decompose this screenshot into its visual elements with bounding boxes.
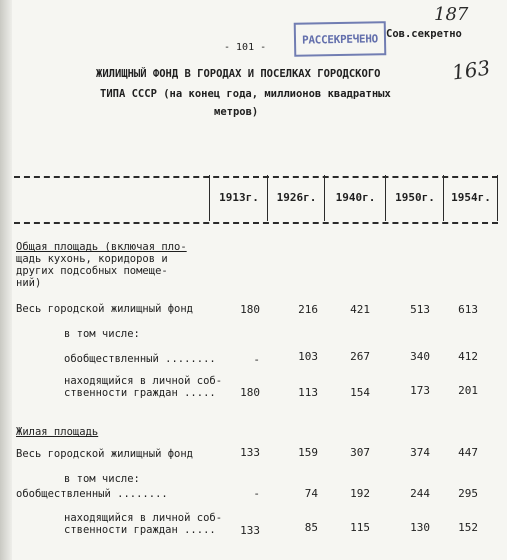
table-cell: 295 [458,487,478,500]
row-label: обобществленный ........ [16,488,168,500]
section-heading: Жилая площадь [16,426,99,438]
page-margin-shadow [0,0,12,560]
declassified-stamp: РАССЕКРЕЧЕНО [294,21,387,57]
table-cell: 216 [298,303,318,316]
row-label: Весь городской жилищный фонд [16,448,194,460]
section-heading-line: щадь кухонь, коридоров и [16,253,168,265]
table-header-bottom-rule [14,222,498,224]
classification-label: Сов.секретно [386,28,462,40]
table-cell: 133 [240,446,260,459]
title-line-3: метров) [214,106,259,118]
table-cell: 103 [298,350,318,363]
page-number: - 101 - [224,42,267,53]
title-line-1: ЖИЛИЩНЫЙ ФОНД В ГОРОДАХ И ПОСЕЛКАХ ГОРОДСКОГО [96,68,381,80]
table-cell: 115 [350,521,370,534]
archive-number: 187 [434,4,469,25]
table-cell: 192 [350,487,370,500]
table-cell: 154 [350,386,370,399]
row-label: ственности граждан ..... [64,524,216,536]
year-header: 1913г. [219,191,259,204]
year-header: 1940г. [335,191,376,204]
section-heading-line: ний) [16,277,42,289]
row-label: в том числе: [64,328,140,340]
section-heading: Общая площадь (включая пло- [16,241,187,253]
table-cell: 85 [304,521,318,534]
table-cell: 374 [410,446,430,459]
table-cell: 513 [410,303,430,316]
column-divider [443,175,444,221]
row-label: находящийся в личной соб- [64,512,223,524]
table-top-rule [14,176,498,178]
column-divider [267,175,268,221]
row-label: находящийся в личной соб- [64,375,223,387]
column-divider [324,175,325,221]
table-cell: 307 [350,446,370,459]
year-header: 1950г. [395,191,435,204]
table-cell: 267 [350,350,370,363]
year-header: 1954г. [451,191,491,204]
table-cell: 447 [458,446,478,459]
table-cell: 412 [458,350,478,363]
table-cell: 74 [304,487,318,500]
title-line-2: ТИПА СССР (на конец года, миллионов квадратных [100,88,391,100]
table-cell: 130 [410,521,430,534]
table-cell: 173 [410,384,430,397]
table-cell: 133 [240,524,260,537]
table-cell: 180 [240,303,260,316]
table-cell: 421 [350,303,370,316]
table-cell: - [253,487,260,500]
column-divider [385,175,386,221]
row-label: в том числе: [64,473,140,485]
section-heading-line: других подсобных помеще- [16,265,168,277]
column-divider [209,175,210,221]
row-label: ственности граждан ..... [64,387,216,399]
table-cell: - [253,353,260,366]
table-cell: 244 [410,487,430,500]
table-cell: 180 [240,386,260,399]
row-label: Весь городской жилищный фонд [16,303,194,315]
table-cell: 340 [410,350,430,363]
table-cell: 113 [298,386,318,399]
row-label: обобществленный ........ [64,353,216,365]
handwritten-mark: 163 [450,55,492,85]
year-header: 1926г. [276,191,317,204]
table-cell: 613 [458,303,478,316]
table-cell: 201 [458,384,478,397]
table-cell: 159 [298,446,318,459]
table-cell: 152 [458,521,478,534]
column-divider [497,175,498,221]
